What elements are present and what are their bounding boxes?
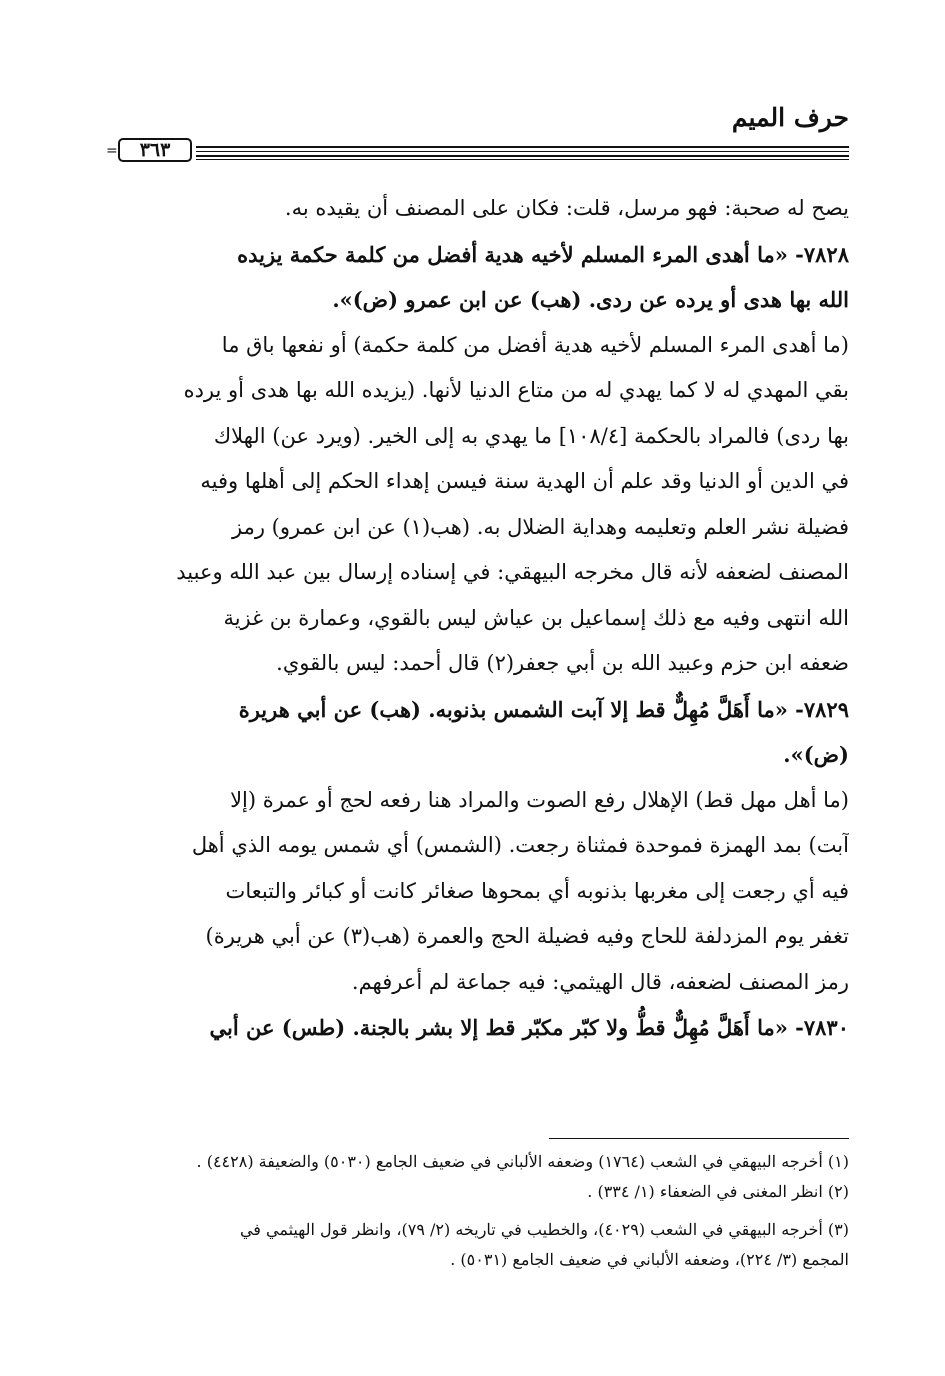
- hadith-line: (ض)».: [783, 742, 849, 767]
- text-line: الله انتهى وفيه مع ذلك إسماعيل بن عياش ليس بالقوي، وعمارة بن غزية: [223, 605, 849, 630]
- text-line: (ما أهدى المرء المسلم لأخيه هدية أفضل من كلمة حكمة) أو نفعها باق ما: [221, 332, 849, 357]
- chapter-title: حرف الميم: [731, 103, 849, 132]
- text-line: (ما أهل مهل قط) الإهلال رفع الصوت والمراد هنا رفعه لحج أو عمرة (إلا: [230, 787, 849, 812]
- text-line: يصح له صحبة: فهو مرسل، قلت: فكان على المصنف أن يقيده به.: [284, 196, 849, 220]
- page-number: ٣٦٣: [118, 138, 192, 162]
- footnote-3: (٣) أخرجه البيهقي في الشعب (٤٠٢٩)، والخطيب في تاريخه (٢/ ٧٩)، وانظر قول الهيثمي في: [239, 1220, 849, 1239]
- hadith-line: ٧٨٢٩- «ما أَهَلَّ مُهِلٌّ قط إلا آبت الشمس بذنوبه. (هب) عن أبي هريرة: [238, 696, 849, 722]
- text-line: بقي المهدي له لا كما يهدي له من متاع الدنيا لأنها. (يزيده الله بها هدى أو يرده: [183, 378, 849, 402]
- hadith-line: ٧٨٢٨- «ما أهدى المرء المسلم لأخيه هدية أفضل من كلمة حكمة يزيده: [237, 241, 849, 267]
- hadith-line: الله بها هدى أو يرده عن ردى. (هب) عن ابن عمرو (ض)».: [332, 287, 849, 312]
- text-line: فيه أي رجعت إلى مغربها بذنوبه أي بمحوها صغائر كانت أو كبائر والتبعات: [225, 878, 849, 903]
- hadith-line: ٧٨٣٠- «ما أَهَلَّ مُهِلٌّ قطُّ ولا كبّر مكبّر قط إلا بشر بالجنة. (طس) عن أبي: [209, 1015, 849, 1040]
- text-line: تغفر يوم المزدلفة للحاج وفيه فضيلة الحج والعمرة (هب(٣) عن أبي هريرة): [205, 924, 849, 948]
- header-rule: [106, 138, 849, 164]
- footnote-2: (٢) انظر المغنى في الضعفاء (١/ ٣٣٤) .: [587, 1182, 849, 1201]
- rule-end-mark: =: [106, 143, 118, 159]
- footnote-3-cont: المجمع (٣/ ٢٢٤)، وضعفه الألباني في ضعيف الجامع (٥٠٣١) .: [450, 1250, 849, 1269]
- footnote-1: (١) أخرجه البيهقي في الشعب (١٧٦٤) وضعفه الألباني في ضعيف الجامع (٥٠٣٠) والضعيفة (٤٤٢٨) .: [196, 1152, 849, 1171]
- text-line: آبت) بمد الهمزة فموحدة فمثناة رجعت. (الشمس) أي شمس يومه الذي أهل: [191, 833, 849, 857]
- footnote-separator: [549, 1138, 849, 1139]
- text-line: بها ردى) فالمراد بالحكمة [١٠٨/٤] ما يهدي به إلى الخير. (ويرد عن) الهلاك: [213, 423, 849, 448]
- text-line: رمز المصنف لضعفه، قال الهيثمي: فيه جماعة لم أعرفهم.: [351, 969, 849, 994]
- text-line: ضعفه ابن حزم وعبيد الله بن أبي جعفر(٢) قال أحمد: ليس بالقوي.: [276, 651, 849, 675]
- main-text: [106, 186, 849, 1051]
- text-line: في الدين أو الدنيا وقد علم أن الهدية سنة فيسن إهداء الحكم إلى أهلها وفيه: [200, 469, 849, 493]
- text-line: فضيلة نشر العلم وتعليمه وهداية الضلال به. (هب(١) عن ابن عمرو) رمز: [232, 514, 849, 539]
- text-line: المصنف لضعفه لأنه قال مخرجه البيهقي: في إسناده إرسال بين عبد الله وعبيد: [176, 560, 849, 584]
